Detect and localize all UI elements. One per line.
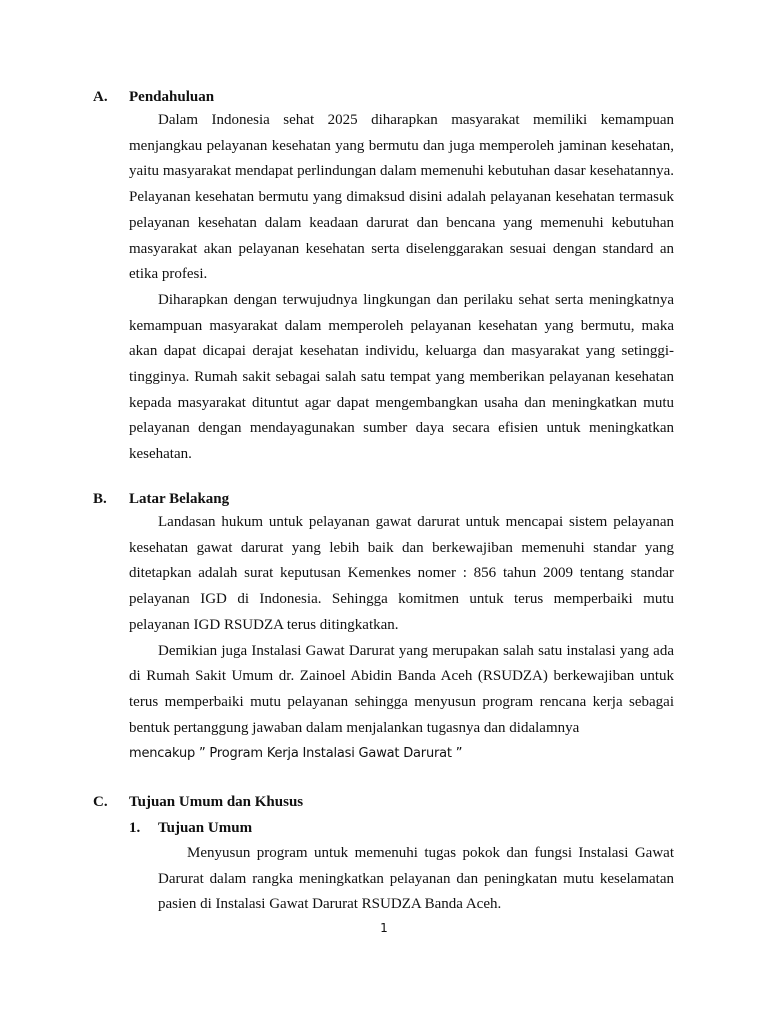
- subsection-body: [158, 841, 674, 918]
- page-number-label: 1: [380, 921, 388, 935]
- section-letter: B.: [93, 491, 107, 507]
- section-body: [129, 108, 674, 468]
- subsection-number: 1.: [129, 820, 141, 836]
- page-number: [0, 921, 768, 935]
- section-heading: [93, 490, 678, 508]
- paragraph: Dalam Indonesia sehat 2025 diharapkan masyarakat memiliki kemampuan menjangkau pelayanan kesehatan yang bermutu dan juga memperoleh jaminan kesehatan, yaitu masyarakat mendapat perlindungan dalam memenuhi kebutuhan dasar kesehatannya. Pelayanan kesehatan bermutu yang dimaksud disini adalah pelayanan kesehatan termasuk pelayanan kesehatan dalam keadaan darurat dan bencana yang memenuhi kebutuhan masyarakat akan pelayanan kesehatan serta diselenggarakan sesuai dengan standard an etika profesi.: [129, 112, 674, 283]
- paragraph: Demikian juga Instalasi Gawat Darurat yang merupakan salah satu instalasi yang ada di Rumah Sakit Umum dr. Zainoel Abidin Banda Aceh (RSUDZA) berkewajiban untuk terus memperbaiki mutu pelayanan sehingga menyusun program rencana kerja sebagai bentuk pertanggung jawaban dalam menjalankan tugasnya dan didalamnya: [129, 642, 674, 736]
- section-body: [129, 510, 674, 766]
- section-title: Tujuan Umum dan Khusus: [129, 794, 304, 810]
- section-title: Latar Belakang: [129, 491, 230, 507]
- section-letter: C.: [93, 794, 108, 810]
- section-title: Pendahuluan: [129, 89, 215, 105]
- program-note: mencakup ” Program Kerja Instalasi Gawat Darurat ”: [129, 746, 463, 762]
- paragraph: Diharapkan dengan terwujudnya lingkungan dan perilaku sehat serta meningkatnya kemampuan masyarakat dalam memperoleh pelayanan kesehatan yang bermutu, maka akan dapat dicapai derajat kesehatan individu, keluarga dan masyarakat yang setinggi-tingginya. Rumah sakit sebagai salah satu tempat yang memberikan pelayanan kesehatan kepada masyarakat dituntut agar dapat mengembangkan usaha dan meningkatkan mutu pelayanan dengan mendayagunakan sumber daya secara efisien untuk meningkatkan kesehatan.: [129, 291, 674, 463]
- section-pendahuluan: [93, 88, 678, 468]
- subsection-heading: [93, 819, 674, 837]
- section-body: [129, 819, 674, 918]
- section-heading: [93, 793, 678, 811]
- paragraph: Landasan hukum untuk pelayanan gawat darurat untuk mencapai sistem pelayanan kesehatan gawat darurat yang lebih baik dan berkewajiban memenuhi standar yang ditetapkan adalah surat keputusan Kemenkes nomer : 856 tahun 2009 tentang standar pelayanan IGD di Indonesia. Sehingga komitmen untuk terus memperbaiki mutu pelayanan IGD RSUDZA terus ditingkatkan.: [129, 514, 674, 633]
- section-letter: A.: [93, 89, 108, 105]
- paragraph: Menyusun program untuk memenuhi tugas pokok dan fungsi Instalasi Gawat Darurat dalam rangka meningkatkan pelayanan dan peningkatan mutu keselamatan pasien di Instalasi Gawat Darurat RSUDZA Banda Aceh.: [158, 845, 674, 913]
- section-tujuan: [93, 793, 678, 918]
- section-heading: [93, 88, 678, 106]
- subsection-title: Tujuan Umum: [158, 820, 253, 836]
- section-latar-belakang: [93, 490, 678, 766]
